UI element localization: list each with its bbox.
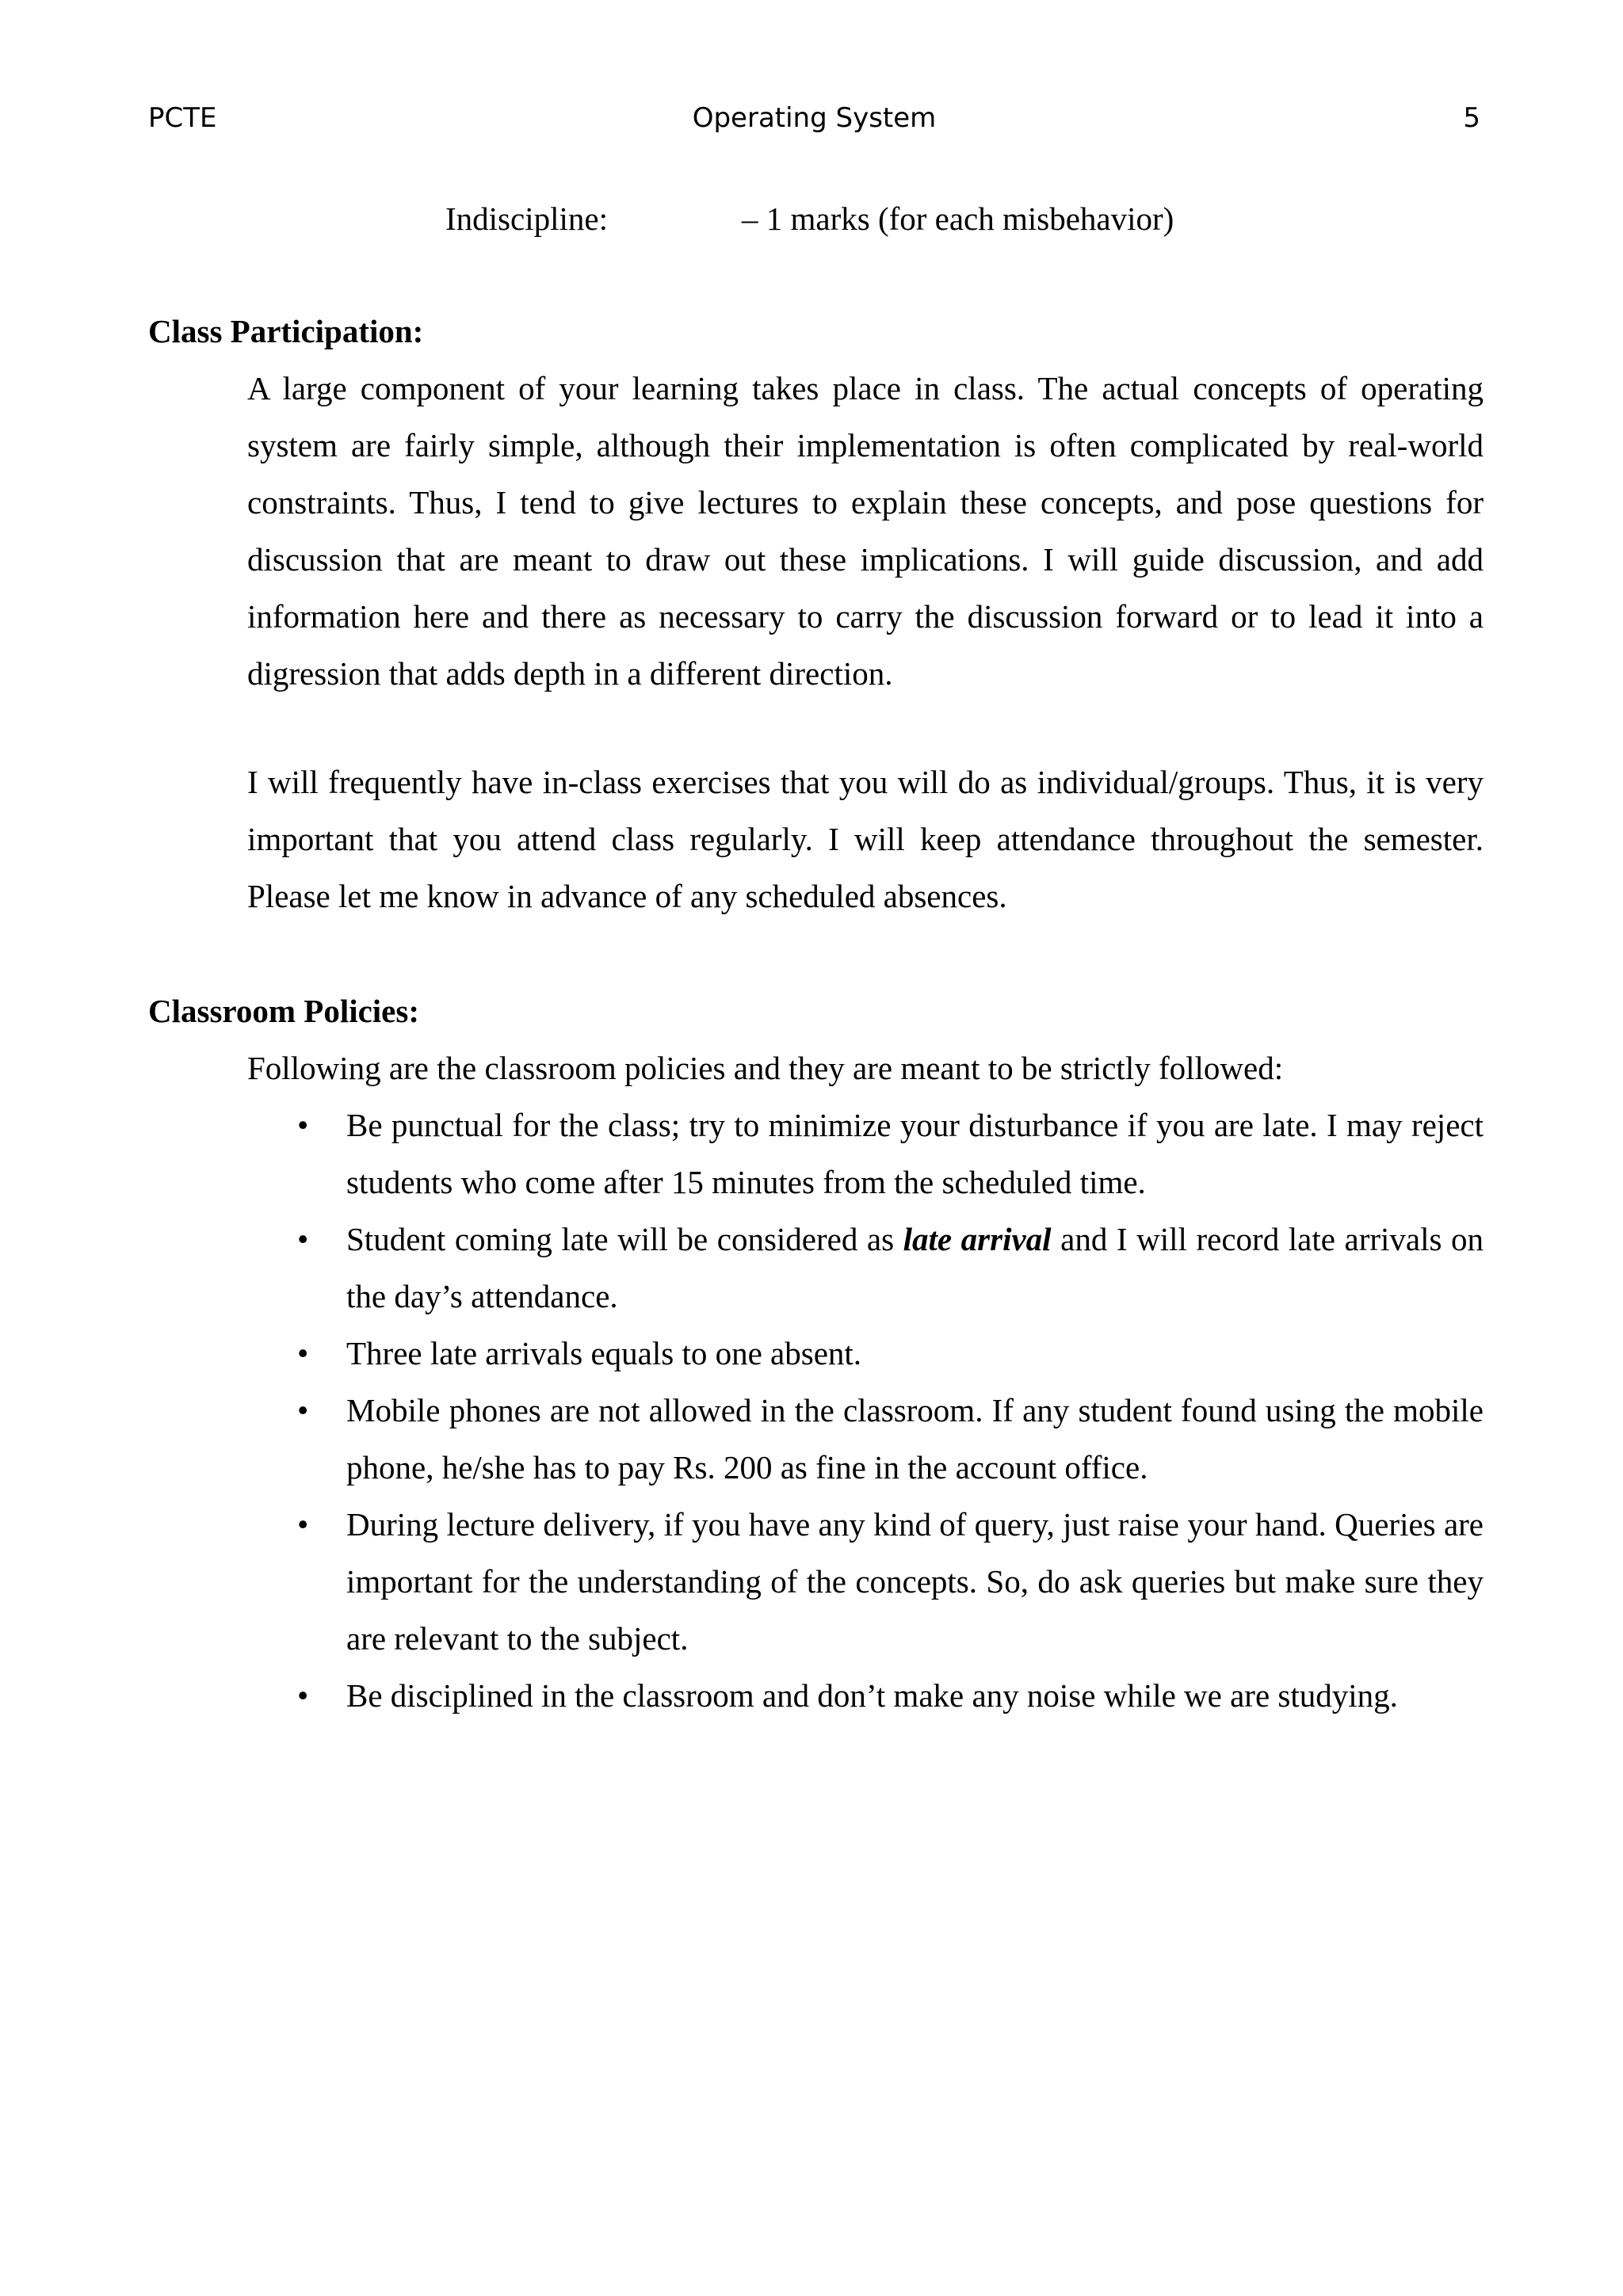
policy-text: Three late arrivals equals to one absent. — [346, 1335, 862, 1371]
bullet-icon: • — [297, 1677, 309, 1714]
classroom-policies-intro: Following are the classroom policies and they are meant to be strictly followed: — [247, 1050, 1284, 1086]
indiscipline-label: Indiscipline: — [445, 200, 608, 237]
class-participation-heading: Class Participation: — [148, 313, 424, 349]
classroom-policies-list — [247, 1097, 1484, 1724]
running-header — [148, 98, 1480, 138]
header-page-number: 5 — [1463, 102, 1480, 134]
class-participation-paragraph-1: A large component of your learning takes place in class. The actual concepts of operating system are fairly simple, although their implementation is often complicated by real-world constraints. Thus, I tend to give lectures to explain these concepts, and pose questions for discussion that are meant to draw out these implications. I will guide discussion, and add information here and there as necessary to carry the discussion forward or to lead it into a digression that adds depth in a different direction. — [247, 370, 1484, 692]
policy-text: During lecture delivery, if you have any kind of query, just raise your hand. Queries are important for the understanding of the concepts. So, do ask queries but make sure they are relevant to the subject. — [346, 1506, 1484, 1657]
policy-text-before: Student coming late will be considered as — [346, 1221, 903, 1257]
policy-text: Be punctual for the class; try to minimize your disturbance if you are late. I may reject students who come after 15 minutes from the scheduled time. — [346, 1107, 1484, 1200]
classroom-policies-heading: Classroom Policies: — [148, 993, 419, 1029]
indiscipline-value: – 1 marks (for each misbehavior) — [742, 200, 1174, 237]
bullet-icon: • — [297, 1506, 309, 1543]
header-institution: PCTE — [148, 102, 217, 134]
bullet-icon: • — [297, 1221, 309, 1257]
header-course-title: Operating System — [692, 102, 937, 134]
bullet-icon: • — [297, 1107, 309, 1143]
list-item — [247, 1496, 1484, 1667]
list-item — [247, 1211, 1484, 1325]
bullet-icon: • — [297, 1392, 309, 1428]
policy-text: Be disciplined in the classroom and don’t make any noise while we are studying. — [346, 1677, 1398, 1714]
policy-text-emphasis: late arrival — [903, 1221, 1052, 1257]
list-item — [247, 1325, 1484, 1382]
list-item — [247, 1667, 1484, 1724]
list-item — [247, 1382, 1484, 1496]
bullet-icon: • — [297, 1335, 309, 1371]
list-item — [247, 1097, 1484, 1211]
policy-text: Mobile phones are not allowed in the classroom. If any student found using the mobile phone, he/she has to pay Rs. 200 as fine in the account office. — [346, 1392, 1484, 1486]
class-participation-paragraph-2: I will frequently have in-class exercises that you will do as individual/groups. Thus, it is very important that you attend class regularly. I will keep attendance throughout the semester. Please let me know in advance of any scheduled absences. — [247, 764, 1484, 914]
policy-text-after: and I will record late arrivals on the day’s attendance. — [346, 1221, 1484, 1314]
